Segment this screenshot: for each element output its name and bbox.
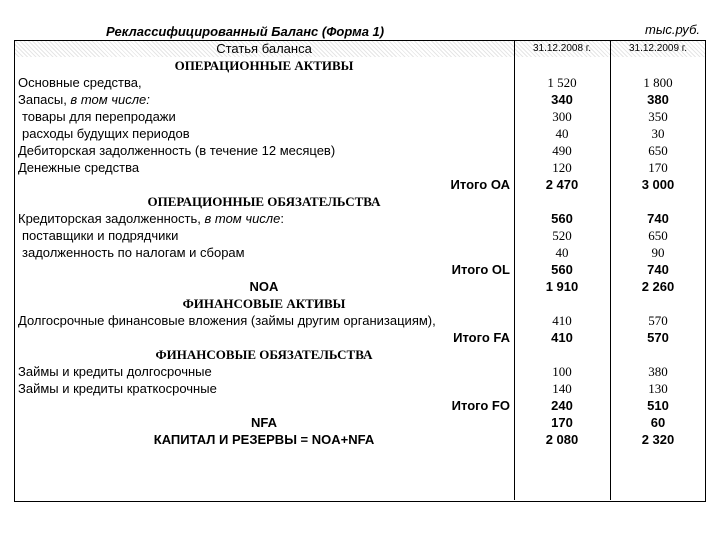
value-2008: 560 <box>551 262 573 277</box>
sheet-title: Реклассифицированный Баланс (Форма 1) <box>106 24 385 39</box>
total-row <box>14 431 706 448</box>
value-2008: 410 <box>552 313 572 328</box>
table-row <box>14 227 706 244</box>
section-financial-assets: ФИНАНСОВЫЕ АКТИВЫ <box>182 296 346 311</box>
payables-label: Кредиторская задолженность, <box>18 211 205 226</box>
total-ol-label: Итого OL <box>451 262 510 277</box>
total-row <box>14 414 706 431</box>
value-2009: 510 <box>647 398 669 413</box>
value-2009: 570 <box>647 330 669 345</box>
section-financial-liabilities: ФИНАНСОВЫЕ ОБЯЗАТЕЛЬСТВА <box>155 347 373 362</box>
value-2009: 650 <box>648 143 668 158</box>
table-row <box>14 380 706 397</box>
value-2009: 90 <box>651 245 665 260</box>
value-2008: 140 <box>552 381 572 396</box>
value-2009: 2 320 <box>641 432 675 447</box>
value-2008: 410 <box>551 330 573 345</box>
row-label-cash: Денежные средства <box>18 160 140 175</box>
table-row <box>14 91 706 108</box>
value-2008: 40 <box>555 245 569 260</box>
table-row <box>14 312 706 329</box>
column-header-item: Статья баланса <box>14 40 514 57</box>
noa-label: NOA <box>249 279 279 294</box>
value-2009: 30 <box>651 126 665 141</box>
payables-label-italic: в том числе <box>204 211 281 226</box>
row-label-fixed-assets: Основные средства, <box>18 75 142 90</box>
payables-label-tail: : <box>280 211 284 226</box>
total-row <box>14 397 706 414</box>
nfa-label: NFA <box>251 415 277 430</box>
total-row <box>14 176 706 193</box>
section-row <box>14 295 706 312</box>
inventory-label-italic: в том числе: <box>70 92 150 107</box>
value-2008: 240 <box>551 398 573 413</box>
table-row <box>14 108 706 125</box>
units-label: тыс.руб. <box>644 22 700 37</box>
section-operating-liabilities: ОПЕРАЦИОННЫЕ ОБЯЗАТЕЛЬСТВА <box>147 194 381 209</box>
value-2008: 340 <box>551 92 573 107</box>
table-row <box>14 159 706 176</box>
value-2008: 2 470 <box>545 177 579 192</box>
value-2008: 490 <box>552 143 572 158</box>
value-2009: 740 <box>647 211 669 226</box>
section-operating-assets: ОПЕРАЦИОННЫЕ АКТИВЫ <box>174 58 354 73</box>
table-row <box>14 244 706 261</box>
row-label-inventory <box>14 91 514 108</box>
table-row <box>14 74 706 91</box>
inventory-label: Запасы, <box>18 92 71 107</box>
value-2008: 1 910 <box>545 279 579 294</box>
value-2009: 380 <box>648 364 668 379</box>
value-2008: 170 <box>551 415 573 430</box>
total-row <box>14 278 706 295</box>
row-label-lt-financial-investments: Долгосрочные финансовые вложения (займы другим организациям), <box>18 313 436 328</box>
value-2009: 1 800 <box>643 75 673 90</box>
row-label-payables <box>14 210 514 227</box>
value-2008: 520 <box>552 228 572 243</box>
value-2009: 3 000 <box>641 177 675 192</box>
column-header-2008: 31.12.2008 г. <box>514 40 610 57</box>
row-label-lt-loans: Займы и кредиты долгосрочные <box>18 364 212 379</box>
balance-table <box>14 40 706 448</box>
row-label-deferred: расходы будущих периодов <box>22 126 190 141</box>
section-row <box>14 193 706 210</box>
value-2009: 380 <box>647 92 669 107</box>
equity-label: КАПИТАЛ И РЕЗЕРВЫ = NOA+NFA <box>153 432 375 447</box>
header-row <box>14 40 706 57</box>
section-row <box>14 346 706 363</box>
value-2008: 560 <box>551 211 573 226</box>
row-label-goods: товары для перепродажи <box>22 109 176 124</box>
total-row <box>14 329 706 346</box>
value-2009: 130 <box>648 381 668 396</box>
table-row <box>14 363 706 380</box>
value-2009: 350 <box>648 109 668 124</box>
section-row <box>14 57 706 74</box>
value-2009: 650 <box>648 228 668 243</box>
value-2009: 170 <box>648 160 668 175</box>
table-row <box>14 125 706 142</box>
total-fo-label: Итого FO <box>451 398 510 413</box>
row-label-receivables: Дебиторская задолженность (в течение 12 месяцев) <box>18 143 336 158</box>
value-2008: 1 520 <box>547 75 577 90</box>
total-fa-label: Итого FA <box>453 330 510 345</box>
value-2009: 2 260 <box>641 279 675 294</box>
value-2008: 300 <box>552 109 572 124</box>
value-2008: 40 <box>555 126 569 141</box>
row-label-taxes: задолженность по налогам и сборам <box>22 245 245 260</box>
value-2009: 60 <box>650 415 666 430</box>
row-label-suppliers: поставщики и подрядчики <box>22 228 179 243</box>
balance-sheet <box>14 20 706 500</box>
table-row <box>14 142 706 159</box>
value-2009: 570 <box>648 313 668 328</box>
row-label-st-loans: Займы и кредиты краткосрочные <box>18 381 217 396</box>
column-header-2009: 31.12.2009 г. <box>610 40 706 57</box>
value-2008: 100 <box>552 364 572 379</box>
total-oa-label: Итого ОА <box>450 177 510 192</box>
total-row <box>14 261 706 278</box>
value-2008: 2 080 <box>545 432 579 447</box>
value-2008: 120 <box>552 160 572 175</box>
value-2009: 740 <box>647 262 669 277</box>
table-row <box>14 210 706 227</box>
